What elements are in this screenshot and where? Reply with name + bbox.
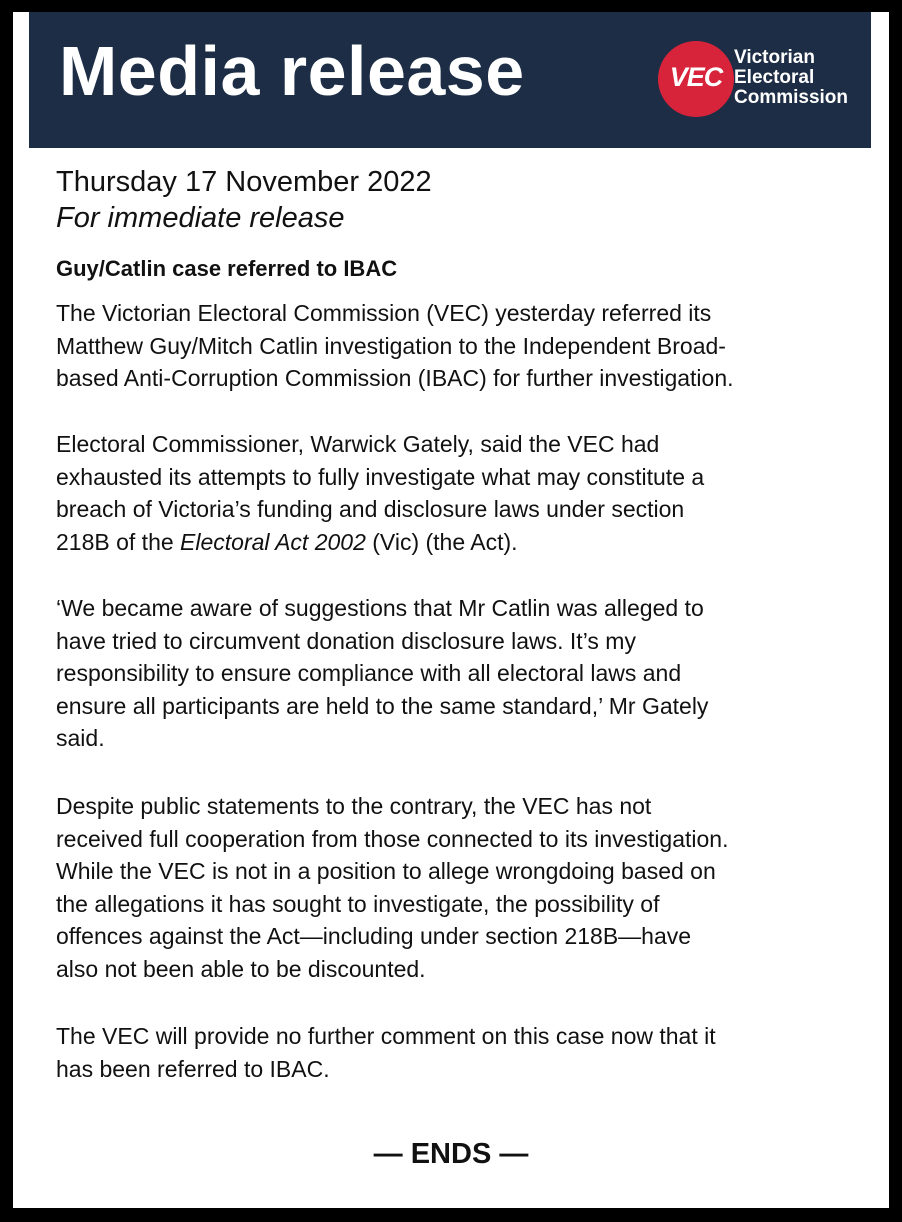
paragraph-line: The Victorian Electoral Commission (VEC) yesterday referred its [56, 300, 712, 326]
paragraph-line: Matthew Guy/Mitch Catlin investigation to the Independent Broad- [56, 332, 726, 359]
paragraph-line: received full cooperation from those connected to its investigation. [56, 825, 729, 852]
text-span: (Vic) (the Act). [365, 528, 518, 555]
paragraph-line: have tried to circumvent donation disclosure laws. It’s my [56, 627, 636, 654]
paragraph-line: The VEC will provide no further comment on this case now that it [56, 1023, 716, 1049]
paragraph-line: also not been able to be discounted. [56, 955, 426, 982]
paragraph-5 [56, 1020, 856, 1085]
paragraph-1 [56, 297, 856, 395]
banner-title: Media release [59, 32, 525, 110]
paragraph-line: ensure all participants are held to the same standard,’ Mr Gately [56, 692, 709, 719]
logo-wordmark [734, 48, 848, 108]
ends-marker: — ENDS — [373, 1138, 529, 1170]
paragraph-line: has been referred to IBAC. [56, 1055, 330, 1082]
paragraph-3 [56, 592, 856, 755]
logo-line-1: Victorian [734, 47, 815, 68]
logo-mark: VEC [669, 62, 723, 92]
text-span: 218B of the [56, 528, 181, 555]
paragraph-line: breach of Victoria’s funding and disclosure laws under section [56, 496, 685, 522]
logo-line-2: Electoral [734, 67, 815, 88]
release-note: For immediate release [56, 202, 345, 234]
media-release-document [13, 12, 889, 1208]
paragraph-line: responsibility to ensure compliance with all electoral laws and [56, 660, 682, 686]
paragraph-line: based Anti-Corruption Commission (IBAC) for further investigation. [56, 365, 734, 391]
paragraph-line: While the VEC is not in a position to allege wrongdoing based on [56, 858, 716, 884]
paragraph-line: the allegations it has sought to investigate, the possibility of [56, 890, 660, 917]
header-banner [29, 12, 871, 148]
act-title: Electoral Act 2002 [180, 528, 366, 555]
paragraph-line: Despite public statements to the contrary, the VEC has not [56, 793, 652, 819]
release-date: Thursday 17 November 2022 [56, 166, 432, 198]
paragraph-line: exhausted its attempts to fully investigate what may constitute a [56, 463, 705, 490]
paragraph-line: ‘We became aware of suggestions that Mr Catlin was alleged to [56, 595, 704, 621]
paragraph-line [56, 526, 856, 559]
paragraph-line: said. [56, 725, 105, 751]
paragraph-2 [56, 428, 856, 558]
logo-line-3: Commission [734, 87, 849, 108]
paragraph-line: Electoral Commissioner, Warwick Gately, said the VEC had [56, 431, 660, 457]
headline: Guy/Catlin case referred to IBAC [56, 256, 398, 281]
vec-logo-icon [658, 41, 734, 117]
paragraph-line: offences against the Act—including under section 218B—have [56, 923, 692, 949]
paragraph-4 [56, 790, 856, 985]
